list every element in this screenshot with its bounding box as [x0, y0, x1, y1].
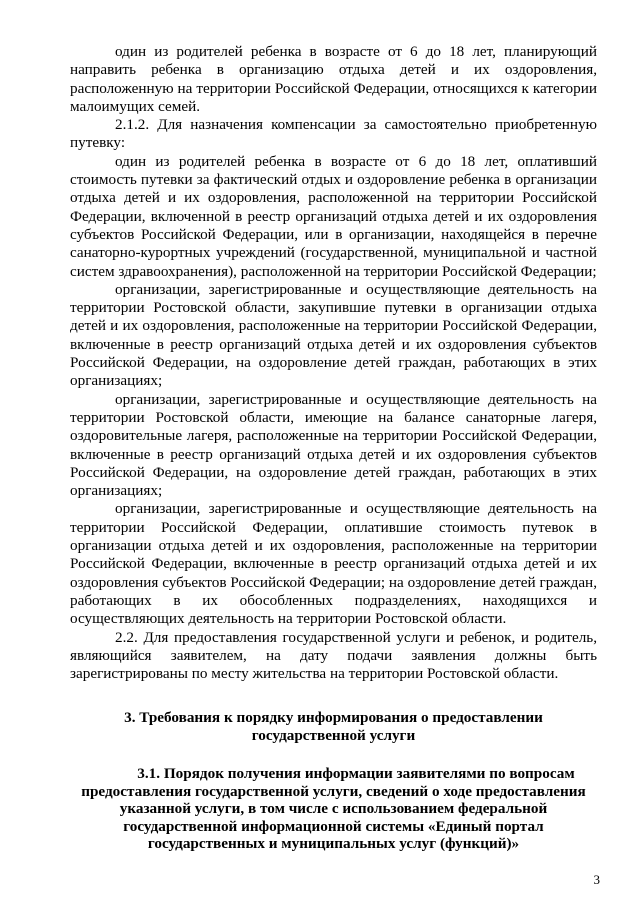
section-heading: 3. Требования к порядку информирования о предоставлении государственной услуги [124, 709, 543, 744]
paragraph-5: организации, зарегистрированные и осуществляющие деятельность на территории Ростовской области, имеющие на балансе санаторные лагеря, оздоровительные лагеря, расположенные на территории Российской Федерации, включенные в реестр организаций отдыха детей и их оздоровления субъектов Российской Федерации, на оздоровление детей граждан, работающих в этих организациях; [70, 390, 597, 500]
page-number: 3 [593, 872, 600, 887]
subsection-heading: 3.1. Порядок получения информации заявителями по вопросам предоставления государственной услуги, сведений о ходе предоставления указанной услуги, в том числе с использованием федеральной государственной информационной системы «Единый портал государственных и муниципальных услуг (функций)» [81, 765, 586, 853]
paragraph-1: один из родителей ребенка в возрасте от 6 до 18 лет, планирующий направить ребенка в организацию отдыха детей и их оздоровления, расположенную на территории Российской Федерации, относящихся к категории малоимущих семей. [70, 43, 597, 115]
paragraph-3: один из родителей ребенка в возрасте от 6 до 18 лет, оплативший стоимость путевки за фактический отдых и оздоровление ребенка в организации отдыха детей и их оздоровления, расположенной на территории Российской Федерации, включенной в реестр организаций отдыха детей и их оздоровления субъектов Российской Федерации, или в организации, находящейся в перечне санаторно-курортных учреждений (государственной, муниципальной и частной систем здравоохранения), расположенной на территории Российской Федерации; [70, 152, 597, 280]
document-page [70, 43, 597, 853]
body-text [70, 43, 597, 683]
paragraph-6: организации, зарегистрированные и осуществляющие деятельность на территории Российской Федерации, оплатившие стоимость путевок в организации отдыха детей и их оздоровления, расположенные на территории Российской Федерации, включенные в реестр организаций отдыха детей и их оздоровления субъектов Российской Федерации; на оздоровление детей граждан, работающих в их обособленных подразделениях, находящихся и осуществляющих деятельность на территории Ростовской области. [70, 500, 597, 628]
paragraph-2: 2.1.2. Для назначения компенсации за самостоятельно приобретенную путевку: [70, 116, 597, 152]
paragraph-7: 2.2. Для предоставления государственной услуги и ребенок, и родитель, являющийся заявителем, на дату подачи заявления должны быть зарегистрированы по месту жительства на территории Ростовской области. [70, 628, 597, 683]
paragraph-4: организации, зарегистрированные и осуществляющие деятельность на территории Ростовской области, закупившие путевки в организации отдыха детей и их оздоровления, расположенные на территории Российской Федерации, включенные в реестр организаций отдыха детей и их оздоровления субъектов Российской Федерации, на оздоровление детей граждан, работающих в этих организациях; [70, 280, 597, 390]
